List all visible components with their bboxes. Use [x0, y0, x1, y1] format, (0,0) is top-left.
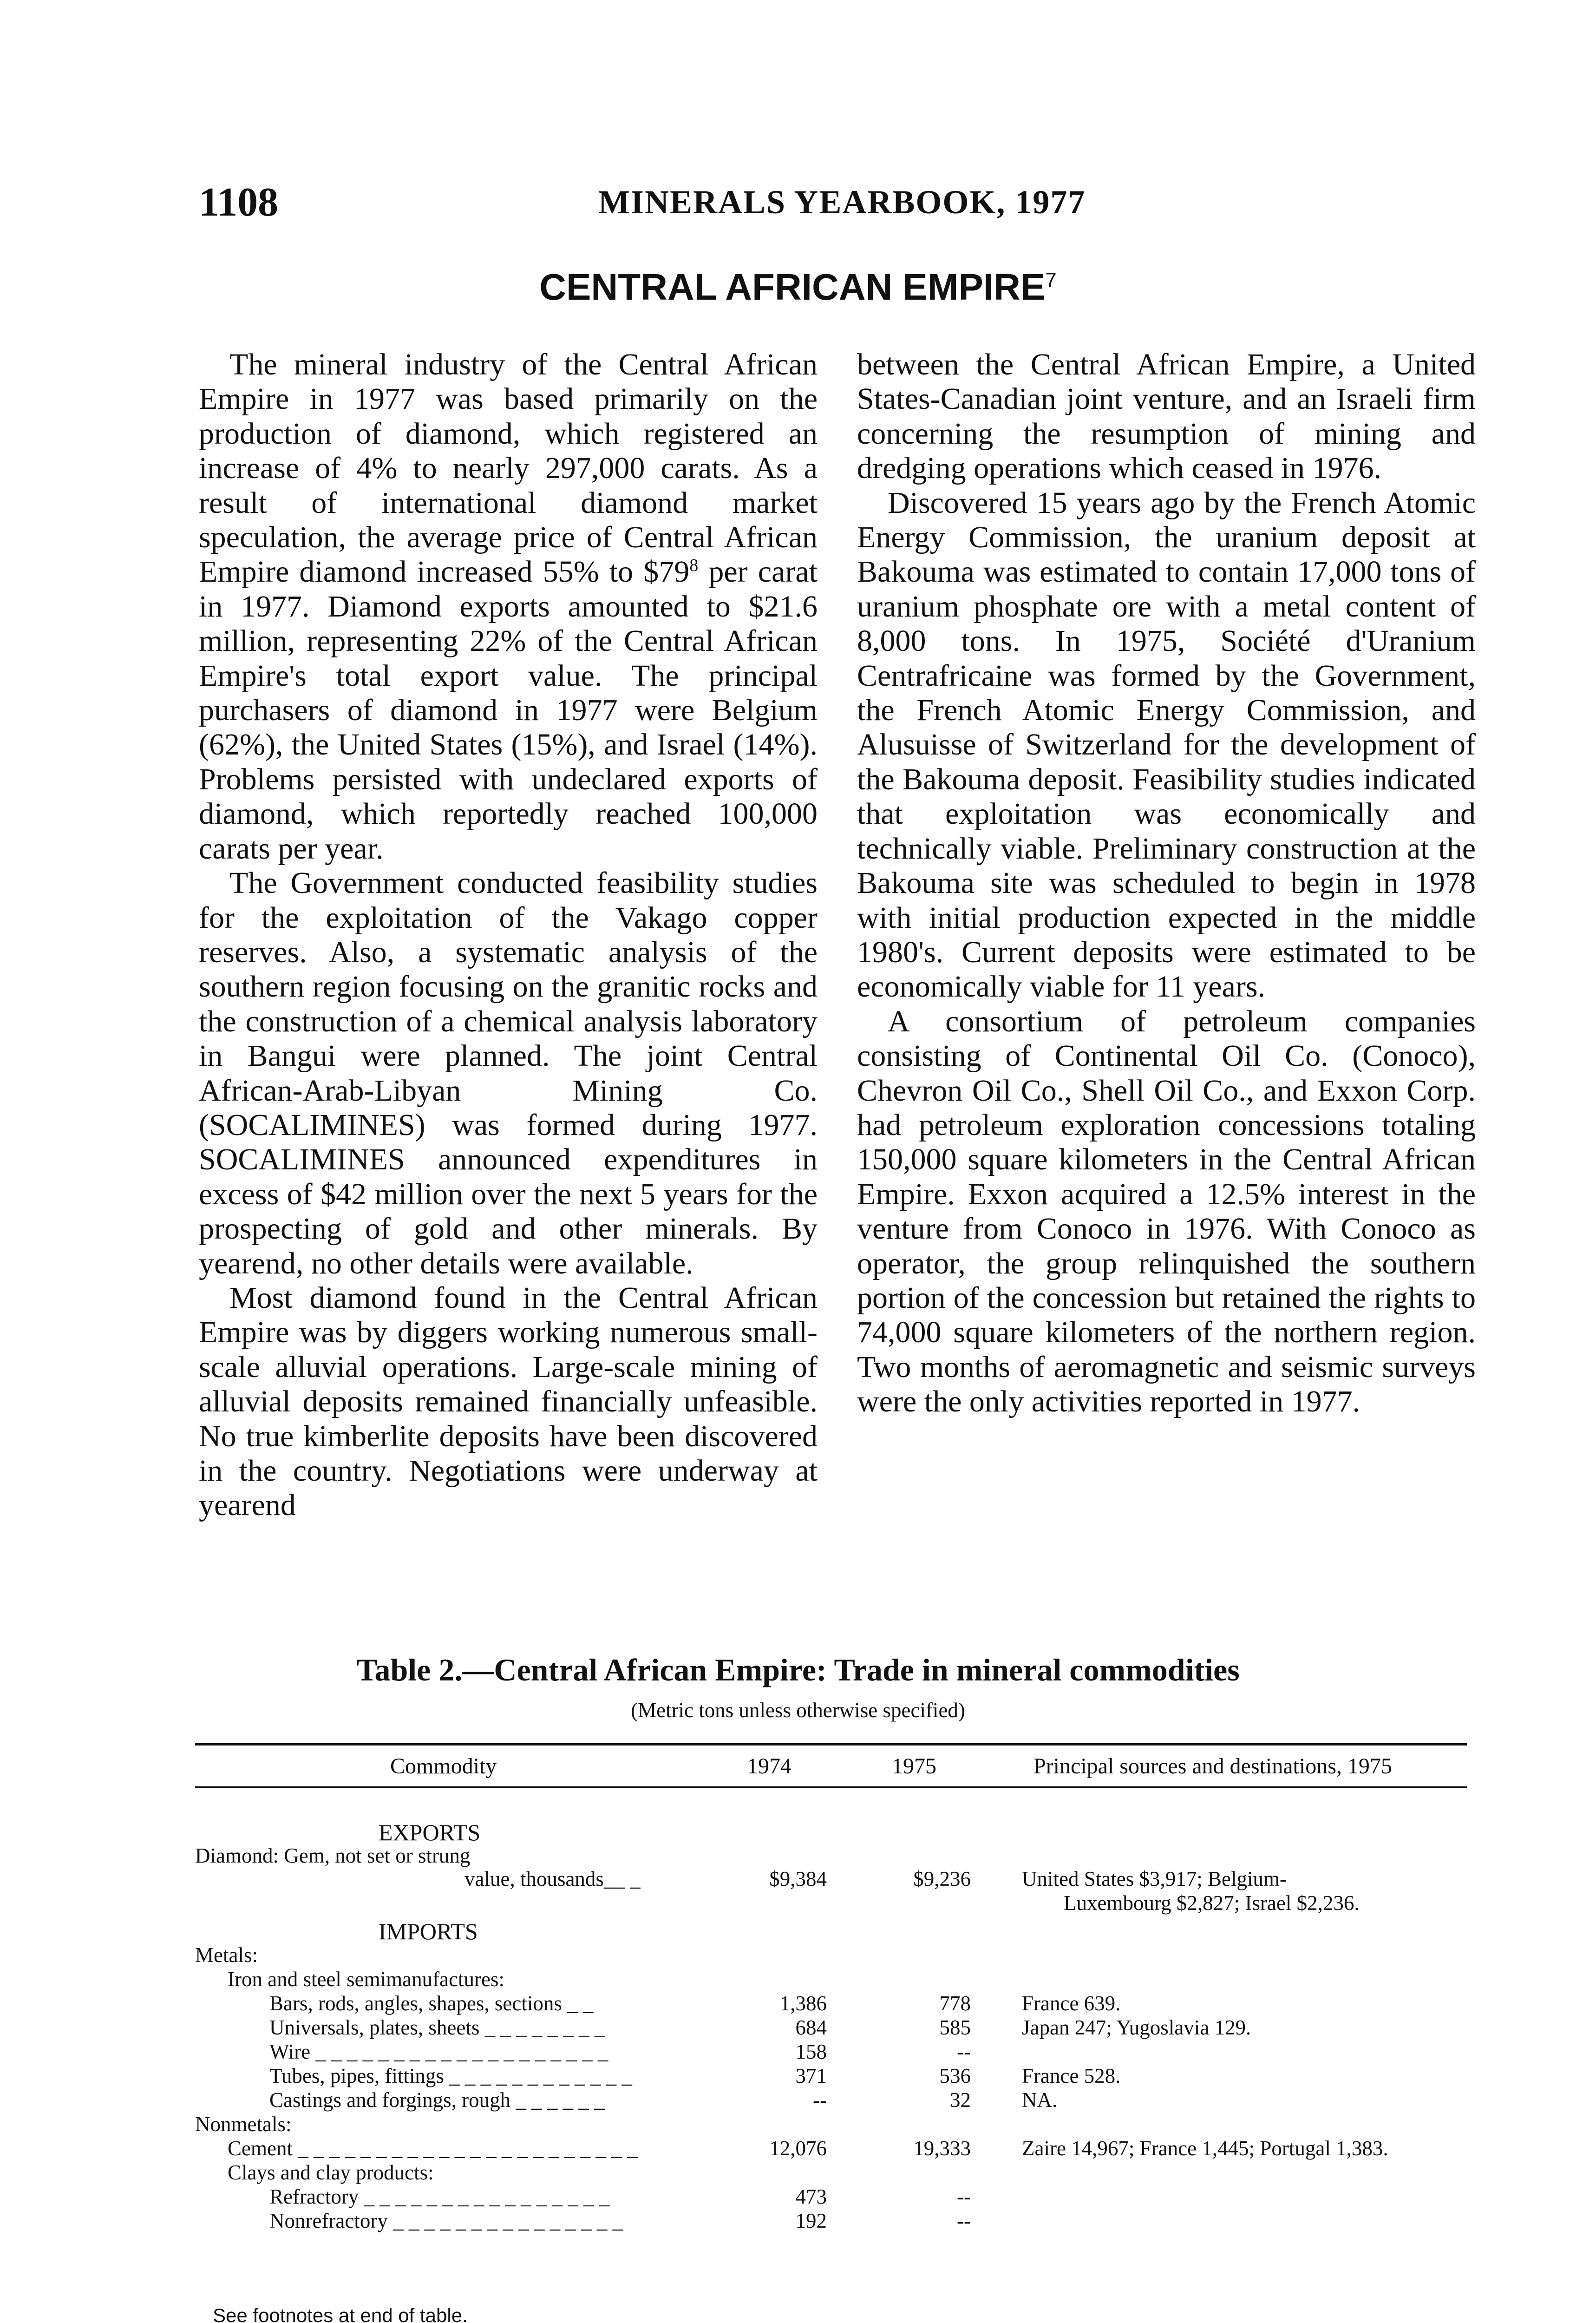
row-commodity: value, thousands__ _	[464, 1867, 641, 1890]
paragraph-copper-studies: The Government conducted feasibility studies for the exploitation of the Vakago copper reserves. Also, a systematic analysis of the southern region focusing on the granitic rocks and the construction of a chemical analysis laboratory in Bangui were planned. The joint Central African-Arab-Libyan Mining Co. (SOCALIMINES) was formed during 1977. SOCALIMINES announced expenditures in excess of $42 million over the next 5 years for the prospecting of gold and other minerals. By yearend, no other details were available.	[199, 866, 818, 1280]
row-destinations: Luxembourg $2,827; Israel $2,236.	[1064, 1891, 1360, 1915]
column-header-1975: 1975	[892, 1754, 936, 1778]
table-title: Table 2.—Central African Empire: Trade in mineral commodities	[356, 1652, 1240, 1687]
row-value-1975: 536	[939, 2064, 971, 2087]
column-header-1974: 1974	[747, 1754, 791, 1778]
row-commodity: Iron and steel semimanufactures:	[228, 1968, 505, 1991]
row-value-1974: 1,386	[779, 1992, 827, 2015]
row-commodity: Tubes, pipes, fittings _ _ _ _ _ _ _ _ _ _ _ _	[269, 2064, 632, 2087]
row-commodity: Wire _ _ _ _ _ _ _ _ _ _ _ _ _ _ _ _ _ _ _	[269, 2040, 608, 2063]
row-destinations: Zaire 14,967; France 1,445; Portugal 1,383.	[1022, 2137, 1388, 2160]
row-value-1974: 192	[795, 2209, 827, 2232]
row-destinations: France 639.	[1022, 1992, 1121, 2015]
row-value-1974: $9,384	[769, 1867, 827, 1890]
table-row	[0, 2160, 1596, 2185]
row-destinations: United States $3,917; Belgium-	[1022, 1867, 1287, 1890]
row-value-1975: --	[957, 2185, 971, 2208]
price-footnote-ref: 8	[689, 556, 699, 576]
row-destinations: Japan 247; Yugoslavia 129.	[1022, 2016, 1251, 2039]
column-header-destinations: Principal sources and destinations, 1975	[1033, 1754, 1392, 1778]
row-value-1974: 12,076	[769, 2137, 827, 2160]
diamond-overview-b: per carat in 1977. Diamond exports amounted to $21.6 million, representing 22% of the Central African Empire's total export value. The principal purchasers of diamond in 1977 were Belgium (62%), the United States (15%), and Israel (14%). Problems persisted with undeclared exports of diamond, which reportedly reached 100,000 carats per year.	[199, 555, 818, 866]
table-row	[0, 2040, 1596, 2064]
section-title-text: CENTRAL AFRICAN EMPIRE	[539, 266, 1046, 308]
row-commodity: Castings and forgings, rough _ _ _ _ _ _	[269, 2088, 605, 2112]
table-row	[0, 2088, 1596, 2112]
row-value-1974: 473	[795, 2185, 827, 2208]
table-top-rule	[195, 1743, 1467, 1746]
row-commodity: Bars, rods, angles, shapes, sections _ _	[269, 1992, 594, 2015]
table-row	[0, 2112, 1596, 2136]
table-row	[0, 2209, 1596, 2233]
paragraph-diamond-overview	[199, 348, 818, 866]
exports-group-label: EXPORTS	[379, 1819, 481, 1845]
row-value-1975: 32	[950, 2088, 971, 2112]
row-commodity: Universals, plates, sheets _ _ _ _ _ _ _ _	[269, 2016, 605, 2039]
row-commodity: Cement _ _ _ _ _ _ _ _ _ _ _ _ _ _ _ _ _ _ _ _ _ _	[228, 2137, 638, 2160]
paragraph-alluvial-mining: Most diamond found in the Central African Empire was by diggers working numerous small-scale alluvial operations. Large-scale mining of alluvial deposits remained financially unfeasible. No true kimberlite deposits have been discovered in the country. Negotiations were underway at yearend	[199, 1280, 818, 1522]
section-title	[0, 266, 1596, 308]
table-row	[0, 2185, 1596, 2209]
row-value-1974: --	[813, 2088, 827, 2112]
running-head: MINERALS YEARBOOK, 1977	[598, 184, 1086, 221]
row-value-1975: $9,236	[913, 1867, 971, 1890]
paragraph-negotiations-cont: between the Central African Empire, a United States-Canadian joint venture, and an Israeli firm concerning the resumption of mining and dredging operations which ceased in 1976.	[857, 348, 1476, 486]
table-subtitle: (Metric tons unless otherwise specified)	[631, 1699, 965, 1722]
column-header-commodity: Commodity	[390, 1754, 497, 1778]
table-row	[0, 2064, 1596, 2088]
row-value-1975: 19,333	[913, 2137, 971, 2160]
right-column	[857, 348, 1476, 1419]
row-commodity: Diamond: Gem, not set or strung	[195, 1844, 471, 1867]
left-column	[199, 348, 818, 1523]
row-value-1974: 684	[795, 2016, 827, 2039]
row-commodity: Nonrefractory _ _ _ _ _ _ _ _ _ _ _ _ _ _ _	[269, 2209, 623, 2232]
paragraph-uranium: Discovered 15 years ago by the French Atomic Energy Commission, the uranium deposit at Bakouma was estimated to contain 17,000 tons of uranium phosphate ore with a metal content of 8,000 tons. In 1975, Société d'Uranium Centrafricaine was formed by the Government, the French Atomic Energy Commission, and Alusuisse of Switzerland for the development of the Bakouma deposit. Feasibility studies indicated that exploitation was economically and technically viable. Preliminary construction at the Bakouma site was scheduled to begin in 1978 with initial production expected in the middle 1980's. Current deposits were estimated to be economically viable for 11 years.	[857, 486, 1476, 1004]
page-number: 1108	[199, 180, 279, 225]
row-destinations: France 528.	[1022, 2064, 1121, 2087]
diamond-overview-a: The mineral industry of the Central African Empire in 1977 was based primarily on the production of diamond, which registered an increase of 4% to nearly 297,000 carats. As a result of international diamond market speculation, the average price of Central African Empire diamond increased 55% to $79	[199, 348, 818, 589]
table-row	[0, 1891, 1596, 1915]
row-commodity: Clays and clay products:	[228, 2161, 434, 2184]
table-header-rule	[195, 1786, 1467, 1788]
row-commodity: Metals:	[195, 1943, 258, 1967]
table-row	[0, 2136, 1596, 2160]
row-destinations: NA.	[1022, 2088, 1058, 2112]
row-value-1975: 778	[939, 1992, 971, 2015]
table-row	[0, 1991, 1596, 2015]
row-value-1975: --	[957, 2040, 971, 2063]
row-value-1974: 158	[795, 2040, 827, 2063]
table-row	[0, 2015, 1596, 2040]
row-commodity: Nonmetals:	[195, 2113, 292, 2136]
paragraph-petroleum: A consortium of petroleum companies consisting of Continental Oil Co. (Conoco), Chevron Oil Co., Shell Oil Co., and Exxon Corp. had petroleum exploration concessions totaling 150,000 square kilometers in the Central African Empire. Exxon acquired a 12.5% interest in the venture from Conoco in 1976. With Conoco as operator, the group relinquished the southern portion of the concession but retained the rights to 74,000 square kilometers of the northern region. Two months of aeromagnetic and seismic surveys were the only activities reported in 1977.	[857, 1004, 1476, 1419]
row-value-1974: 371	[795, 2064, 827, 2087]
table-row	[0, 1867, 1596, 1891]
row-value-1975: --	[957, 2209, 971, 2232]
section-footnote-ref: 7	[1045, 269, 1057, 292]
table-header-row	[0, 1752, 1596, 1780]
row-value-1975: 585	[939, 2016, 971, 2039]
row-commodity: Refractory _ _ _ _ _ _ _ _ _ _ _ _ _ _ _ _	[269, 2185, 610, 2208]
table-row	[0, 1844, 1596, 1868]
imports-group-label: IMPORTS	[379, 1918, 478, 1944]
table-row	[0, 1967, 1596, 1991]
table-footnote: See footnotes at end of table.	[213, 2304, 468, 2323]
table-row	[0, 1943, 1596, 1967]
